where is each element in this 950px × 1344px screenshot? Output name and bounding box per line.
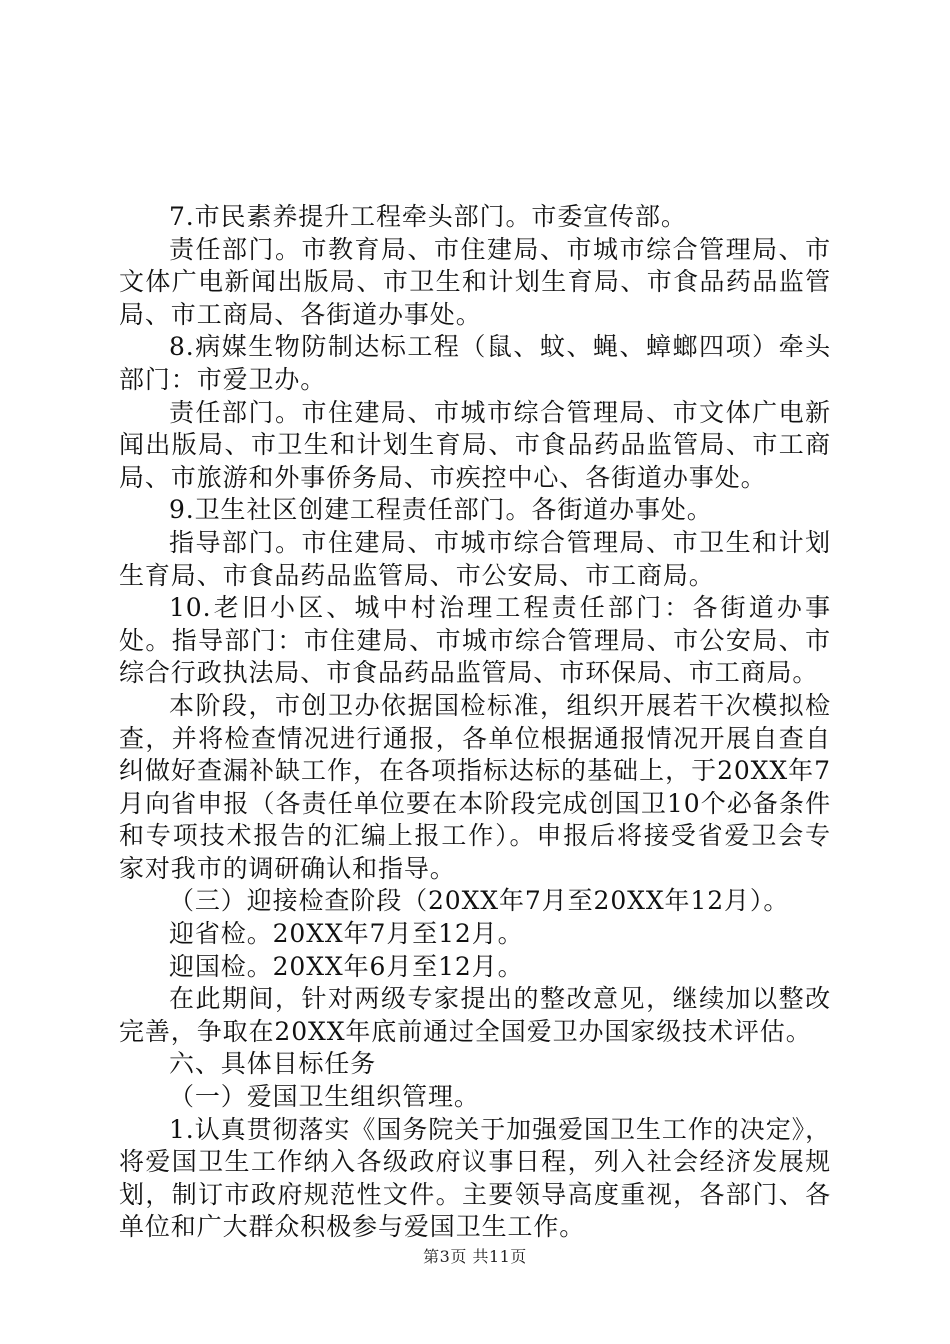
paragraph: 指导部门。市住建局、市城市综合管理局、市卫生和计划生育局、市食品药品监管局、市公安局、市工商局。 [119,527,831,590]
paragraph: 7.市民素养提升工程牵头部门。市委宣传部。 [169,202,687,231]
paragraph: 1.认真贯彻落实《国务院关于加强爱国卫生工作的决定》，将爱国卫生工作纳入各级政府议事日程，列入社会经济发展规划，制订市政府规范性文件。主要领导高度重视，各部门、各单位和广大群众积极参与爱国卫生工作。 [119,1114,831,1242]
subsection-heading: （一）爱国卫生组织管理。 [169,1082,480,1112]
paragraph: 本阶段，市创卫办依据国检标准，组织开展若干次模拟检查，并将检查情况进行通报，各单位根据通报情况开展自查自纠做好查漏补缺工作，在各项指标达标的基础上，于20XX年7月向省申报（各责任单位要在本阶段完成创国卫10个必备条件和专项技术报告的汇编上报工作）。申报后将接受省爱卫会专家对我市的调研确认和指导。 [119,690,831,883]
paragraph: 8.病媒生物防制达标工程（鼠、蚊、蝇、蟑螂四项）牵头部门：市爱卫办。 [119,332,831,394]
paragraph: 在此期间，针对两级专家提出的整改意见，继续加以整改完善，争取在20XX年底前通过全国爱卫办国家级技术评估。 [119,984,831,1046]
paragraph: 迎国检。20XX年6月至12月。 [169,951,524,981]
paragraph: 迎省检。20XX年7月至12月。 [169,919,524,949]
paragraph: 责任部门。市教育局、市住建局、市城市综合管理局、市文体广电新闻出版局、市卫生和计划生育局、市食品药品监管局、市工商局、各街道办事处。 [119,234,831,329]
document-body [119,201,831,1244]
paragraph: 10.老旧小区、城中村治理工程责任部门：各街道办事处。指导部门：市住建局、市城市综合管理局、市公安局、市综合行政执法局、市食品药品监管局、市环保局、市工商局。 [119,593,831,688]
paragraph: （三）迎接检查阶段（20XX年7月至20XX年12月）。 [169,886,790,916]
paragraph: 9.卫生社区创建工程责任部门。各街道办事处。 [169,495,713,525]
paragraph: 责任部门。市住建局、市城市综合管理局、市文体广电新闻出版局、市卫生和计划生育局、市食品药品监管局、市工商局、市旅游和外事侨务局、市疾控中心、各街道办事处。 [119,397,831,492]
page-number-footer: 第3页 共11页 [423,1247,527,1266]
section-heading: 六、具体目标任务 [169,1049,377,1079]
